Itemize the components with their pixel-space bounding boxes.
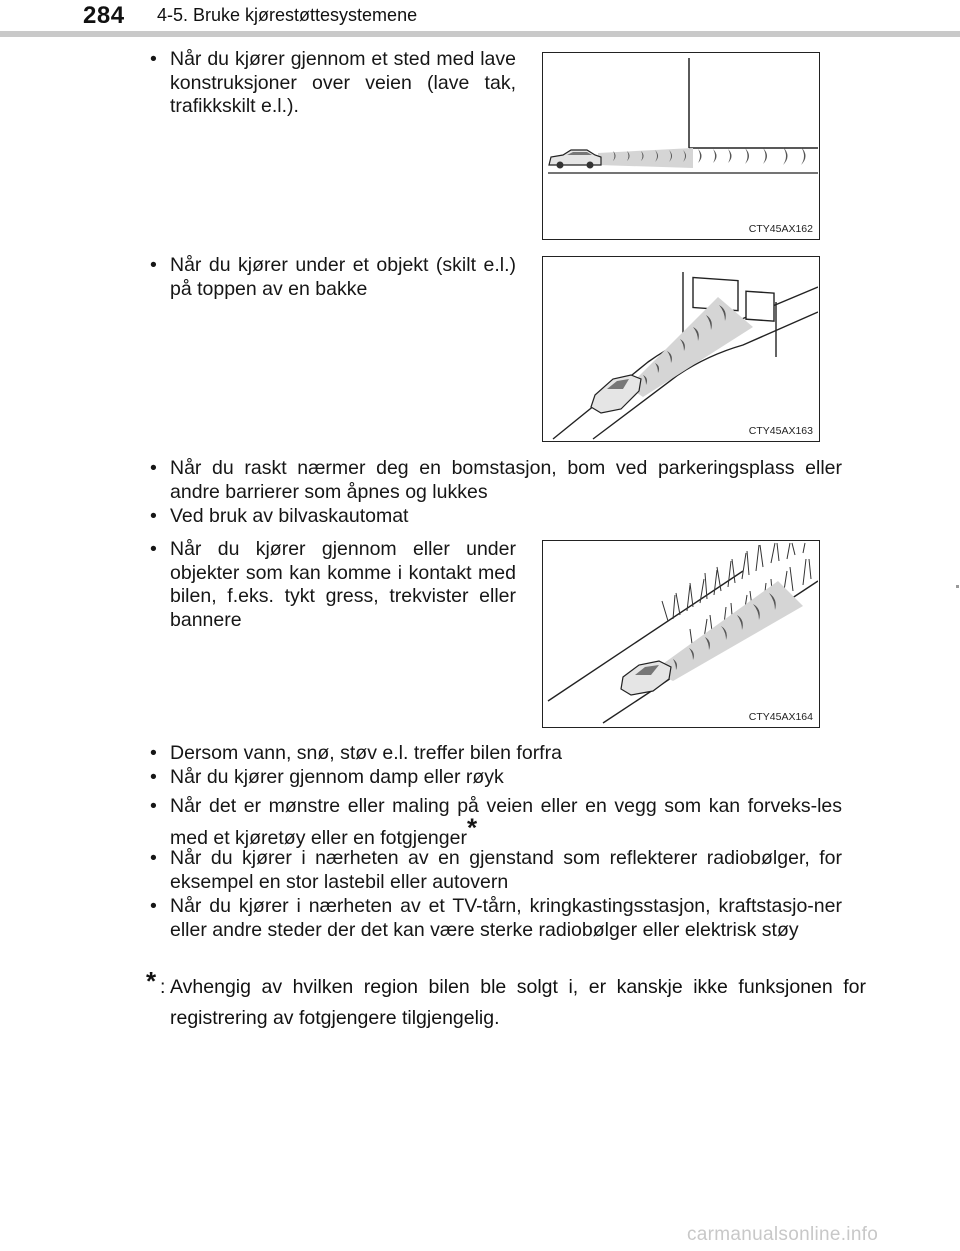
footnote-mark: * (146, 966, 157, 996)
list-item-text: Når du raskt nærmer deg en bomstasjon, bom ved parkeringsplass eller andre barrierer som åpnes og lukkes (170, 457, 842, 503)
list-item-text: Dersom vann, snø, støv e.l. treffer bilen forfra (170, 742, 562, 764)
list-item (146, 538, 516, 632)
car-icon (591, 375, 641, 413)
figure-grass (542, 540, 820, 728)
figure-code: CTY45AX162 (748, 223, 813, 235)
list-item-text: Når du kjører i nærheten av et TV-tårn, kringkastingsstasjon, kraftstasjo-ner eller andre steder der det kan være sterke radiobølger eller elektrisk støy (170, 895, 842, 941)
list-item (146, 254, 516, 301)
list-item-text: Når du kjører under et objekt (skilt e.l.) på toppen av en bakke (170, 254, 516, 300)
car-icon (549, 150, 601, 169)
list-item-text: Når du kjører gjennom et sted med lave konstruksjoner over veien (lave tak, trafikkskilt e.l.). (170, 48, 516, 117)
watermark: carmanualsonline.info (687, 1224, 879, 1245)
figure-uphill-sign (542, 256, 820, 442)
list-item (146, 48, 516, 119)
header-divider (0, 31, 960, 37)
edge-mark (956, 585, 959, 588)
list-item-text: Når du kjører gjennom damp eller røyk (170, 766, 504, 788)
list-item-text: Ved bruk av bilvaskautomat (170, 505, 409, 527)
list-item-text: Når du kjører i nærheten av en gjenstand som reflekterer radiobølger, for eksempel en stor lastebil eller autovern (170, 847, 842, 893)
page-header (0, 0, 960, 40)
car-uphill-under-sign-illustration (543, 257, 818, 440)
list-item (146, 895, 842, 942)
list-item-text: Når det er mønstre eller maling på veien eller en vegg som kan forveks-les med et kjøretøy eller en fotgjenger (170, 795, 842, 849)
car-under-low-structure-illustration (543, 53, 818, 238)
list-item (146, 766, 842, 790)
section-title: 4-5. Bruke kjørestøttesystemene (157, 5, 418, 25)
footnote (146, 966, 866, 1034)
list-item (146, 847, 842, 894)
figure-low-structure (542, 52, 820, 240)
asterisk-marker: * (466, 812, 478, 843)
page-number: 284 (83, 2, 125, 29)
figure-code: CTY45AX164 (748, 711, 813, 723)
list-item (146, 742, 842, 766)
list-item (146, 505, 842, 529)
car-through-grass-illustration (543, 541, 818, 726)
footnote-colon: : (160, 976, 166, 998)
car-icon (621, 661, 671, 695)
list-item-text: Når du kjører gjennom eller under objekter som kan komme i kontakt med bilen, f.eks. tykt gress, trekvister eller bannere (170, 538, 516, 631)
footnote-text: Avhengig av hvilken region bilen ble solgt i, er kanskje ikke funksjonen for registrering av fotgjengere tilgjengelig. (170, 976, 866, 1029)
figure-code: CTY45AX163 (748, 425, 813, 437)
list-item (146, 457, 842, 504)
list-item (146, 790, 842, 854)
